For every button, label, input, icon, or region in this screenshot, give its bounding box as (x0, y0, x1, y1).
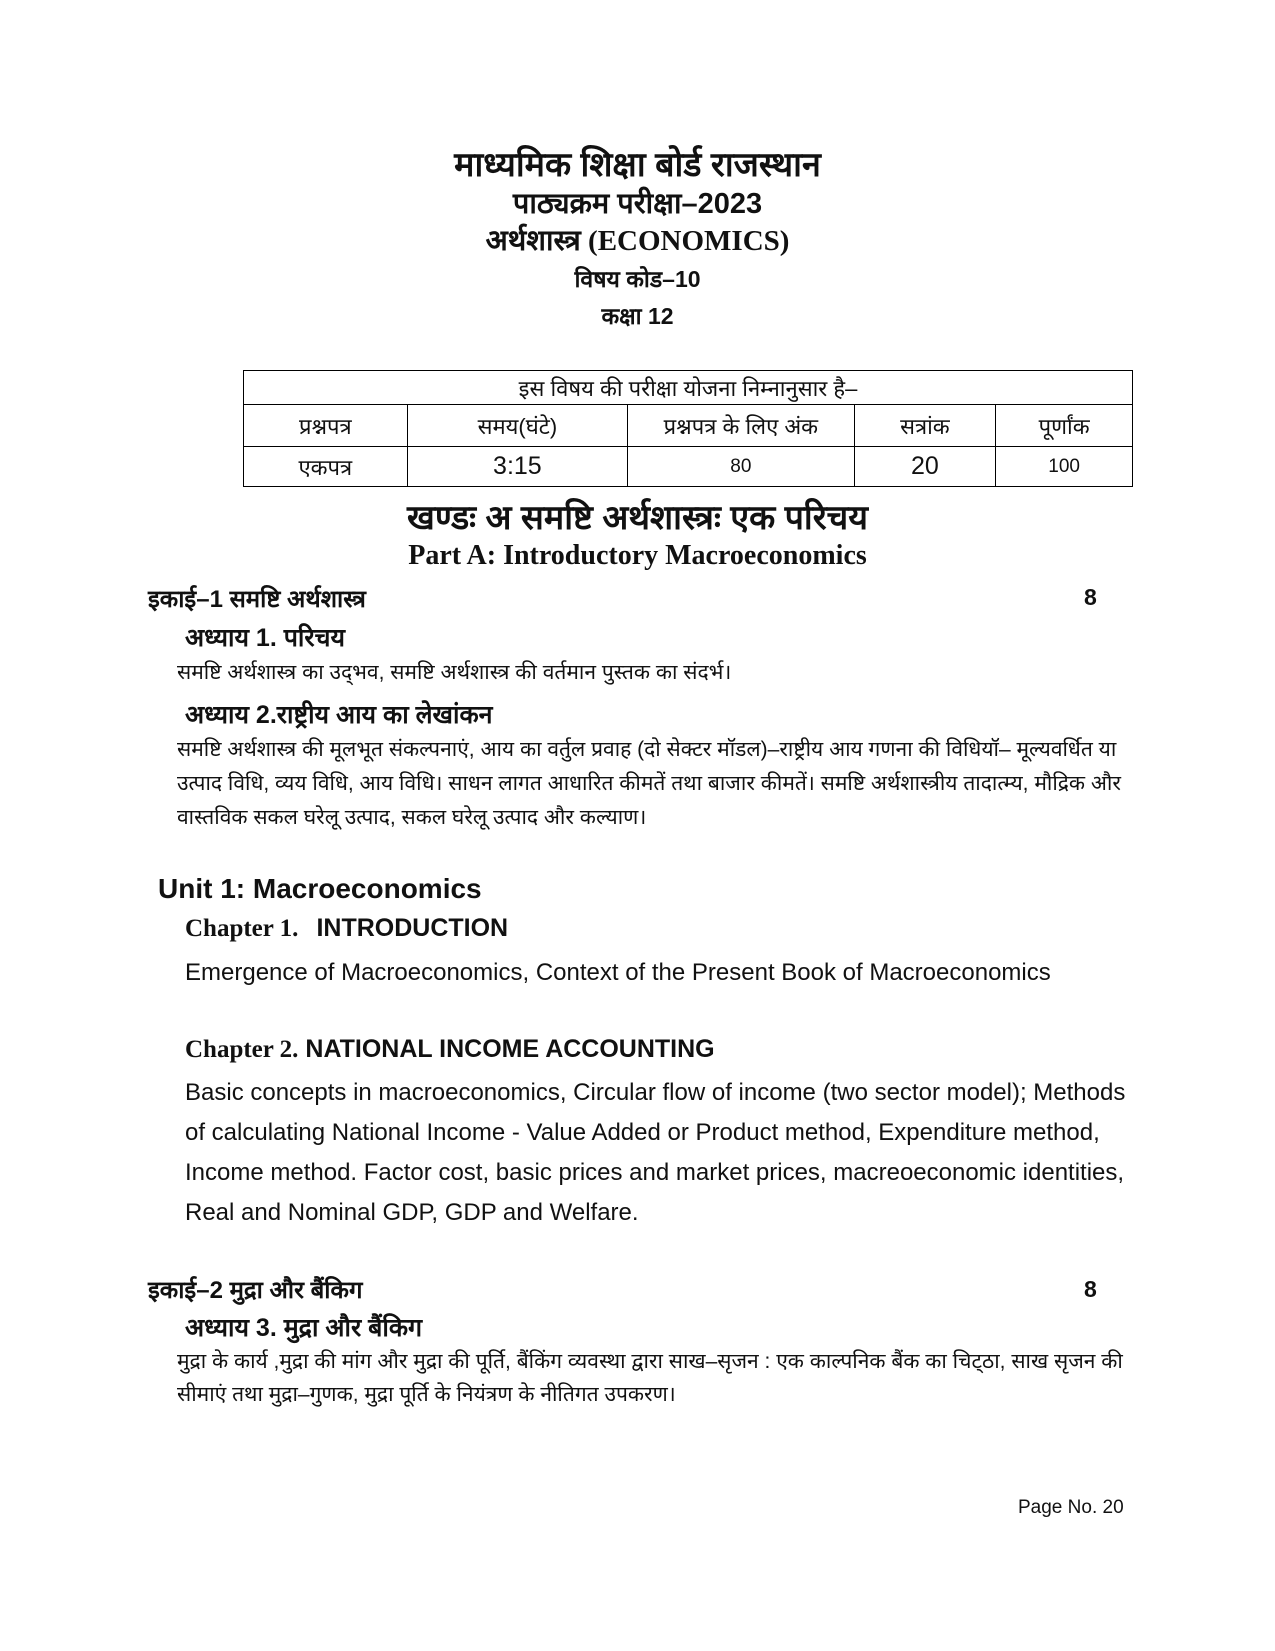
unit2-heading-hindi: इकाई–2 मुद्रा और बैंकिग (148, 1277, 363, 1304)
table-header-cell: सत्रांक (854, 405, 996, 447)
table-header-cell: प्रश्नपत्र के लिए अंक (628, 405, 854, 447)
table-cell: एकपत्र (244, 447, 408, 487)
unit1-heading-hindi: इकाई–1 समष्टि अर्थशास्त्र (148, 586, 366, 613)
unit1-heading-english: Unit 1: Macroeconomics (158, 873, 482, 904)
table-header-cell: प्रश्नपत्र (244, 405, 408, 447)
table-cell: 80 (628, 447, 854, 487)
exam-scheme-table (243, 370, 1133, 487)
table-header-row (244, 405, 1133, 447)
table-row (244, 447, 1133, 487)
subject-title: अर्थशास्त्र (ECONOMICS) (485, 225, 790, 257)
chapter1-text-hindi: समष्टि अर्थशास्त्र का उद्‌भव, समष्टि अर्थशास्त्र की वर्तमान पुस्तक का संदर्भ। (177, 661, 732, 684)
chapter3-text-hindi: मुद्रा के कार्य ,मुद्रा की मांग और मुद्रा की पूर्ति, बैंकिंग व्यवस्था द्वारा साख–सृजन : एक काल्पनिक बैंक का चिट्‌ठा, साख सृजन की सीमाएं तथा मुद्रा–गुणक, मुद्रा पूर्ति के नियंत्रण के नीतिगत उपकरण। (177, 1350, 1123, 1406)
chapter2-label: Chapter 2. (185, 1036, 299, 1063)
table-cell: 20 (854, 447, 996, 487)
table-cell: 100 (996, 447, 1133, 487)
part-title-hindi: खण्डः अ समष्टि अर्थशास्त्रः एक परिचय (407, 499, 868, 537)
chapter1-heading-english (185, 914, 508, 943)
chapter1-text-english: Emergence of Macroeconomics, Context of the Present Book of Macroeconomics (185, 959, 1051, 986)
unit1-marks: 8 (1084, 584, 1097, 610)
chapter2-heading-english (185, 1035, 715, 1064)
chapter2-text-hindi: समष्टि अर्थशास्त्र की मूलभूत संकल्पनाएं, आय का वर्तुल प्रवाह (दो सेक्टर मॉडल)–राष्ट्रीय आय गणना की विधियॉ– मूल्यवर्धित या उत्पाद विधि, व्यय विधि, आय विधि। साधन लागत आधारित कीमतें तथा बाजार कीमतें। समष्टि अर्थशास्त्रीय तादात्म्य, मौद्रिक और वास्तविक सकल घरेलू उत्पाद, सकल घरेलू उत्पाद और कल्याण। (177, 738, 1121, 829)
chapter1-heading-hindi: अध्याय 1. परिचय (185, 624, 345, 652)
chapter2-heading-hindi: अध्याय 2.राष्ट्रीय आय का लेखांकन (185, 701, 493, 729)
chapter3-heading-hindi: अध्याय 3. मुद्रा और बैंकिग (185, 1314, 423, 1342)
table-header-cell: समय(घंटे) (407, 405, 628, 447)
subject-code: विषय कोड–10 (574, 266, 701, 292)
table-cell: 3:15 (407, 447, 628, 487)
exam-scheme-caption: इस विषय की परीक्षा योजना निम्नानुसार है– (244, 371, 1133, 405)
part-title-english: Part A: Introductory Macroeconomics (408, 540, 867, 571)
page-number: Page No. 20 (1018, 1497, 1124, 1518)
class-label: कक्षा 12 (601, 303, 674, 329)
unit2-marks: 8 (1084, 1276, 1097, 1302)
chapter2-text-english: Basic concepts in macroeconomics, Circular flow of income (two sector model); Methods of calculating National Income - Value Added or Product method, Expenditure method, Income method. Factor cost, basic prices and market prices, macreoeconomic identities, Real and Nominal GDP, GDP and Welfare. (185, 1079, 1126, 1226)
chapter1-title: INTRODUCTION (316, 914, 509, 942)
board-title: माध्यमिक शिक्षा बोर्ड राजस्थान (454, 146, 821, 184)
chapter1-label: Chapter 1. (185, 915, 299, 942)
syllabus-title: पाठ्यक्रम परीक्षा–2023 (512, 188, 763, 220)
chapter2-title: NATIONAL INCOME ACCOUNTING (305, 1035, 715, 1063)
table-header-cell: पूर्णांक (996, 405, 1133, 447)
